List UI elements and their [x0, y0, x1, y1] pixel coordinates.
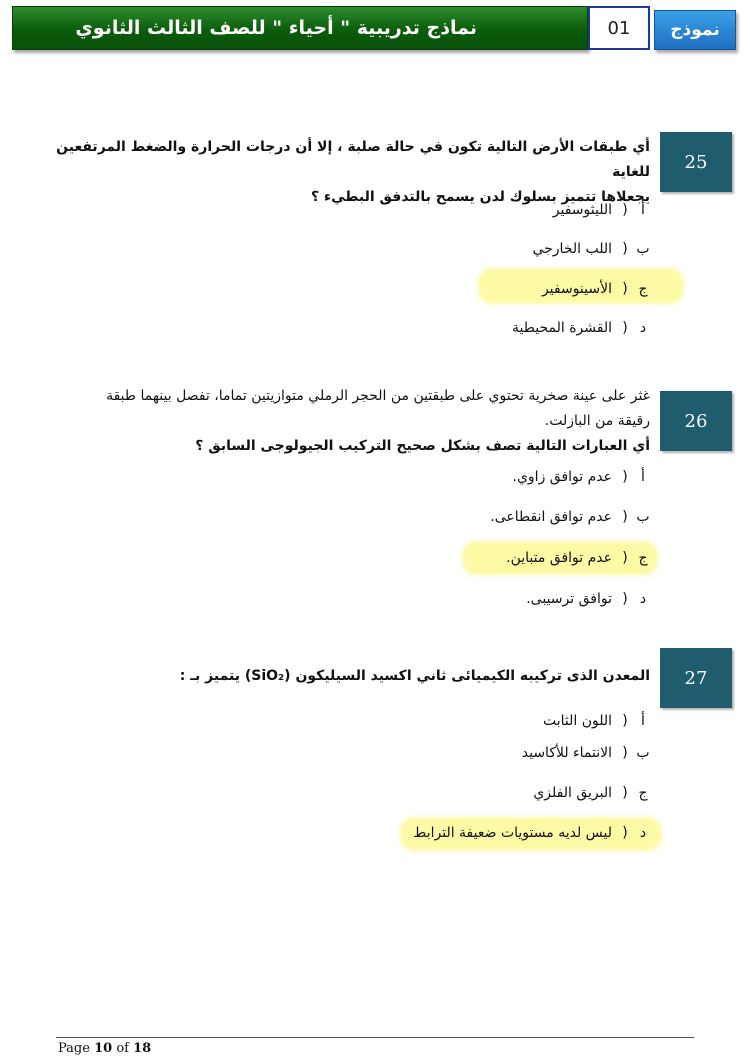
option-letter: ج [638, 550, 648, 566]
page-total: 18 [133, 1041, 152, 1056]
option-text: البريق الفلزي [533, 785, 612, 801]
option-c[interactable]: ج ( البريق الفلزي [533, 781, 654, 805]
option-d[interactable]: د ( القشرة المحيطية [512, 316, 654, 340]
page-footer [58, 1041, 151, 1056]
of-label: of [116, 1041, 129, 1056]
option-b[interactable]: ب ( اللب الخارجي [532, 237, 654, 261]
option-d[interactable]: د ( توافق ترسيبى. [526, 587, 654, 611]
option-letter: د [639, 591, 647, 607]
question-number-box: 25 [660, 132, 732, 192]
option-text: عدم توافق متباين. [506, 550, 612, 566]
option-letter: ب [636, 509, 650, 525]
option-a[interactable]: أ ( اللون الثابت [543, 709, 654, 733]
header-number: 01 [588, 6, 650, 50]
option-letter: ب [636, 745, 650, 761]
option-a[interactable]: أ ( عدم توافق زاوي. [513, 465, 654, 489]
option-letter: ج [638, 281, 648, 297]
question-number-box: 27 [660, 648, 732, 708]
option-letter: د [639, 320, 647, 336]
option-letter: د [639, 825, 647, 841]
option-letter: أ [641, 202, 645, 218]
page-number: 10 [94, 1041, 113, 1056]
option-b[interactable]: ب ( الانتماء للأكاسيد [522, 741, 654, 765]
option-text: القشرة المحيطية [512, 320, 612, 336]
option-text: اللب الخارجي [532, 241, 612, 257]
option-b[interactable]: ب ( عدم توافق انقطاعى. [490, 505, 654, 529]
option-text: الليثوسفير [552, 202, 612, 218]
option-letter: أ [641, 713, 645, 729]
option-a[interactable]: أ ( الليثوسفير [553, 198, 654, 222]
option-d[interactable]: د ( ليس لديه مستويات ضعيفة الترابط [413, 821, 654, 845]
option-text: توافق ترسيبى. [526, 591, 612, 607]
option-text: الأسينوسفير [541, 281, 612, 297]
option-c[interactable]: ج ( عدم توافق متباين. [506, 546, 654, 570]
option-text: عدم توافق انقطاعى. [490, 509, 612, 525]
question-line: يجعلاها تتميز بسلوك لدن يسمح بالتدفق البطيء ؟ [310, 189, 650, 205]
header-title: نماذج تدريبية " أحياء " للصف الثالث الثانوي [12, 6, 588, 50]
option-c[interactable]: ج ( الأسينوسفير [542, 277, 654, 301]
option-text: ليس لديه مستويات ضعيفة الترابط [413, 825, 612, 841]
question-number-box: 26 [660, 391, 732, 451]
question-line: أي طبقات الأرض التالية تكون في حالة صلبة ، إلا أن درجات الحرارة والضغط المرتفعين للغاية [56, 139, 650, 180]
question-text [40, 384, 650, 459]
option-letter: أ [641, 469, 645, 485]
option-text: عدم توافق زاوي. [512, 469, 612, 485]
question-line: المعدن الذى تركيبه الكيميائى ثاني اكسيد السيليكون (SiO₂) يتميز بـ : [179, 668, 650, 684]
footer-divider [56, 1037, 694, 1038]
question-line: رقيقة من البازلت. [544, 413, 650, 429]
option-letter: ب [636, 241, 650, 257]
option-text: اللون الثابت [542, 713, 612, 729]
question-line: غثر على عينة صخرية تحتوي على طبقتين من الحجر الرملي متوازيتين تماما، تفصل بينهما طبقة [106, 388, 650, 404]
page-label: Page [58, 1041, 90, 1056]
question-text [40, 664, 650, 689]
option-letter: ج [638, 785, 648, 801]
page-header [12, 6, 739, 52]
question-prompt: أي العبارات التالية تصف بشكل صحيح التركيب الجيولوجى السابق ؟ [195, 438, 650, 454]
option-text: الانتماء للأكاسيد [521, 745, 612, 761]
header-model-label: نموذج [654, 10, 736, 50]
